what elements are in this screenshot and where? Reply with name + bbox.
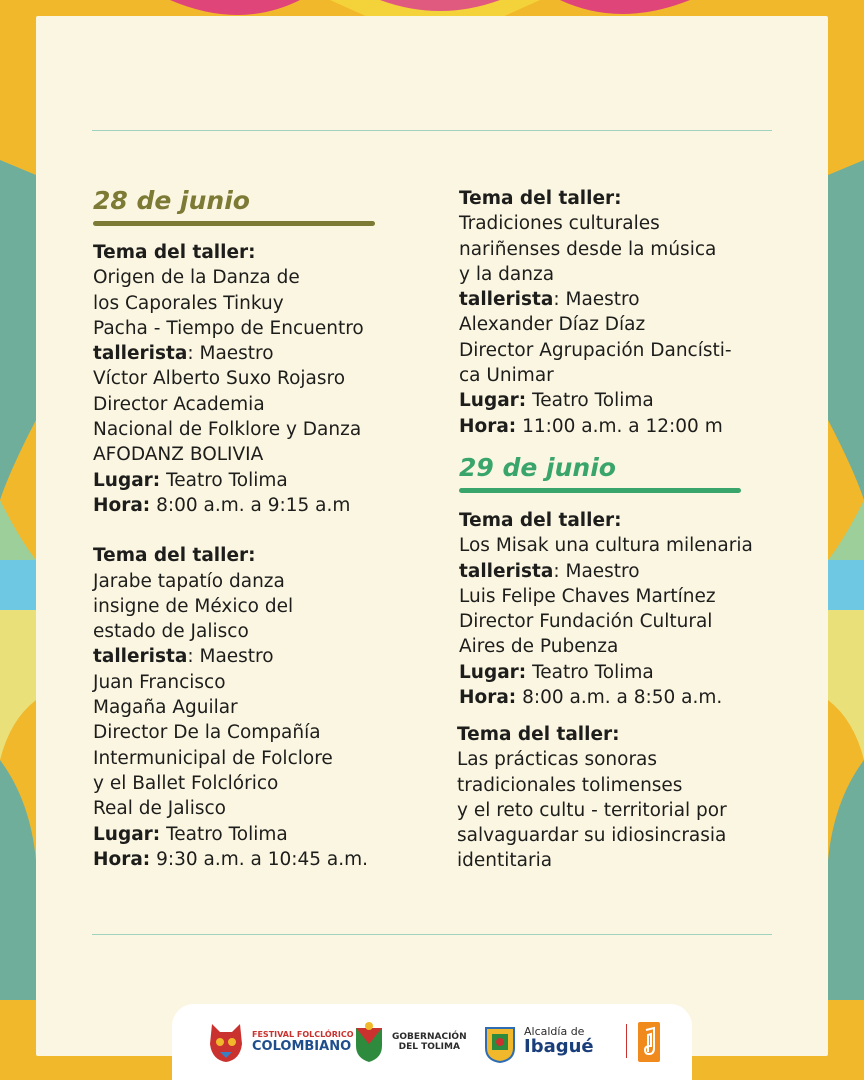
workshop-title-line: identitaria [457, 850, 553, 872]
venue-line [93, 822, 368, 847]
time-value: 11:00 a.m. a 12:00 m [516, 415, 723, 437]
date-heading-left: 28 de junio [93, 186, 250, 215]
time-value: 9:30 a.m. a 10:45 a.m. [150, 848, 369, 870]
date-underline-right [459, 488, 741, 493]
workshop-title-line: salvaguardar su idiosincrasia [457, 825, 727, 847]
workshop-theme-label: Tema del taller: [459, 188, 622, 209]
tallerista-detail: Intermunicipal de Folclore [93, 747, 333, 769]
bottom-divider [92, 934, 772, 935]
gobernacion-logo [352, 1020, 467, 1064]
tallerista-detail: AFODANZ BOLIVIA [93, 444, 264, 466]
date-underline-left [93, 221, 375, 226]
workshop-title-line: insigne de México del [93, 595, 294, 617]
tallerista-title: : Maestro [553, 289, 640, 311]
tallerista-detail: Real de Jalisco [93, 798, 226, 820]
workshop-title-line: los Caporales Tinkuy [93, 292, 284, 314]
workshop-title-line: Origen de la Danza de [93, 267, 300, 289]
tallerista-label: tallerista [459, 560, 554, 582]
time-value: 8:00 a.m. a 9:15 a.m [150, 494, 351, 516]
time-label: Hora: [93, 494, 151, 516]
time-line [93, 493, 368, 518]
tallerista-detail: Nacional de Folklore y Danza [93, 419, 362, 441]
gobernacion-line2: DEL TOLIMA [398, 1042, 460, 1052]
workshop-theme-label: Tema del taller: [93, 545, 256, 567]
workshop-title-line: Las prácticas sonoras [457, 749, 658, 771]
tallerista-detail: Juan Francisco [93, 671, 226, 693]
tallerista-detail: Víctor Alberto Suxo Rojasro [93, 368, 346, 390]
alcaldia-line2: Ibagué [524, 1036, 594, 1057]
venue-label: Lugar: [93, 823, 161, 845]
time-line [459, 685, 753, 710]
time-label: Hora: [93, 848, 151, 870]
music-note-icon [638, 1022, 660, 1062]
tallerista-label: tallerista [93, 646, 188, 668]
venue-label: Lugar: [93, 469, 161, 491]
venue-value: Teatro Tolima [160, 823, 288, 845]
venue-line [459, 388, 732, 413]
workshop-title-line: tradicionales tolimenses [457, 774, 683, 796]
right-column-bottom [459, 508, 753, 710]
top-divider [92, 130, 772, 131]
workshop-title-line: nariñenses desde la música [459, 238, 717, 260]
venue-value: Teatro Tolima [526, 390, 654, 412]
time-label: Hora: [459, 415, 517, 437]
mask-icon [206, 1020, 246, 1064]
alcaldia-logo [480, 1020, 594, 1064]
venue-line [93, 468, 368, 493]
right-column-top [459, 186, 732, 439]
time-label: Hora: [459, 687, 517, 709]
workshop-theme-label: Tema del taller: [459, 510, 622, 531]
tallerista-line [459, 287, 732, 312]
venue-value: Teatro Tolima [160, 469, 288, 491]
tallerista-label: tallerista [93, 343, 188, 365]
tallerista-title: : Maestro [553, 560, 640, 582]
tallerista-detail: Alexander Díaz Díaz [459, 314, 646, 336]
tallerista-detail: Magaña Aguilar [93, 697, 238, 719]
gobernacion-line1: GOBERNACIÓN [392, 1032, 467, 1042]
festival-name-line2: COLOMBIANO [252, 1039, 352, 1054]
workshop-title-line: Pacha - Tiempo de Encuentro [93, 317, 364, 339]
tallerista-title: : Maestro [187, 646, 274, 668]
workshop-theme-label: Tema del taller: [93, 242, 256, 263]
coat-of-arms-icon [480, 1020, 520, 1064]
tallerista-detail: Luis Felipe Chaves Martínez [459, 585, 716, 607]
alcaldia-line1: Alcaldía de [524, 1025, 585, 1038]
shield-icon [352, 1020, 386, 1064]
workshop-title-line: Los Misak una cultura milenaria [459, 535, 753, 557]
workshop-title-line: y la danza [459, 263, 555, 285]
tallerista-detail: Director Agrupación Dancísti- [459, 339, 732, 361]
left-column [93, 240, 368, 872]
workshop-title-line: estado de Jalisco [93, 621, 249, 643]
festival-name-line1: FESTIVAL FOLCLÓRICO [252, 1030, 354, 1039]
time-line [93, 847, 368, 872]
tallerista-line [93, 644, 368, 669]
workshop-title-line: y el reto cultu - territorial por [457, 799, 727, 821]
time-value: 8:00 a.m. a 8:50 a.m. [516, 687, 723, 709]
venue-line [459, 660, 753, 685]
venue-value: Teatro Tolima [526, 661, 654, 683]
venue-label: Lugar: [459, 390, 527, 412]
venue-label: Lugar: [459, 661, 527, 683]
time-line [459, 414, 732, 439]
workshop-theme-label: Tema del taller: [457, 724, 620, 745]
date-heading-right: 29 de junio [459, 453, 616, 482]
tallerista-detail: Director De la Compañía [93, 722, 321, 744]
workshop-block [93, 240, 368, 518]
tallerista-detail: y el Ballet Folclórico [93, 772, 279, 794]
right-column-last [457, 722, 727, 874]
tallerista-detail: Aires de Pubenza [459, 636, 619, 658]
workshop-title-line: Tradiciones culturales [459, 213, 660, 235]
tallerista-detail: Director Academia [93, 393, 265, 415]
footer-separator [626, 1024, 627, 1058]
tallerista-line [93, 341, 368, 366]
festival-logo [206, 1020, 354, 1064]
workshop-title-line: Jarabe tapatío danza [93, 570, 285, 592]
tallerista-detail: Director Fundación Cultural [459, 611, 713, 633]
tallerista-title: : Maestro [187, 343, 274, 365]
workshop-block [93, 543, 368, 872]
tallerista-detail: ca Unimar [459, 365, 554, 387]
tallerista-label: tallerista [459, 289, 554, 311]
tallerista-line [459, 559, 753, 584]
